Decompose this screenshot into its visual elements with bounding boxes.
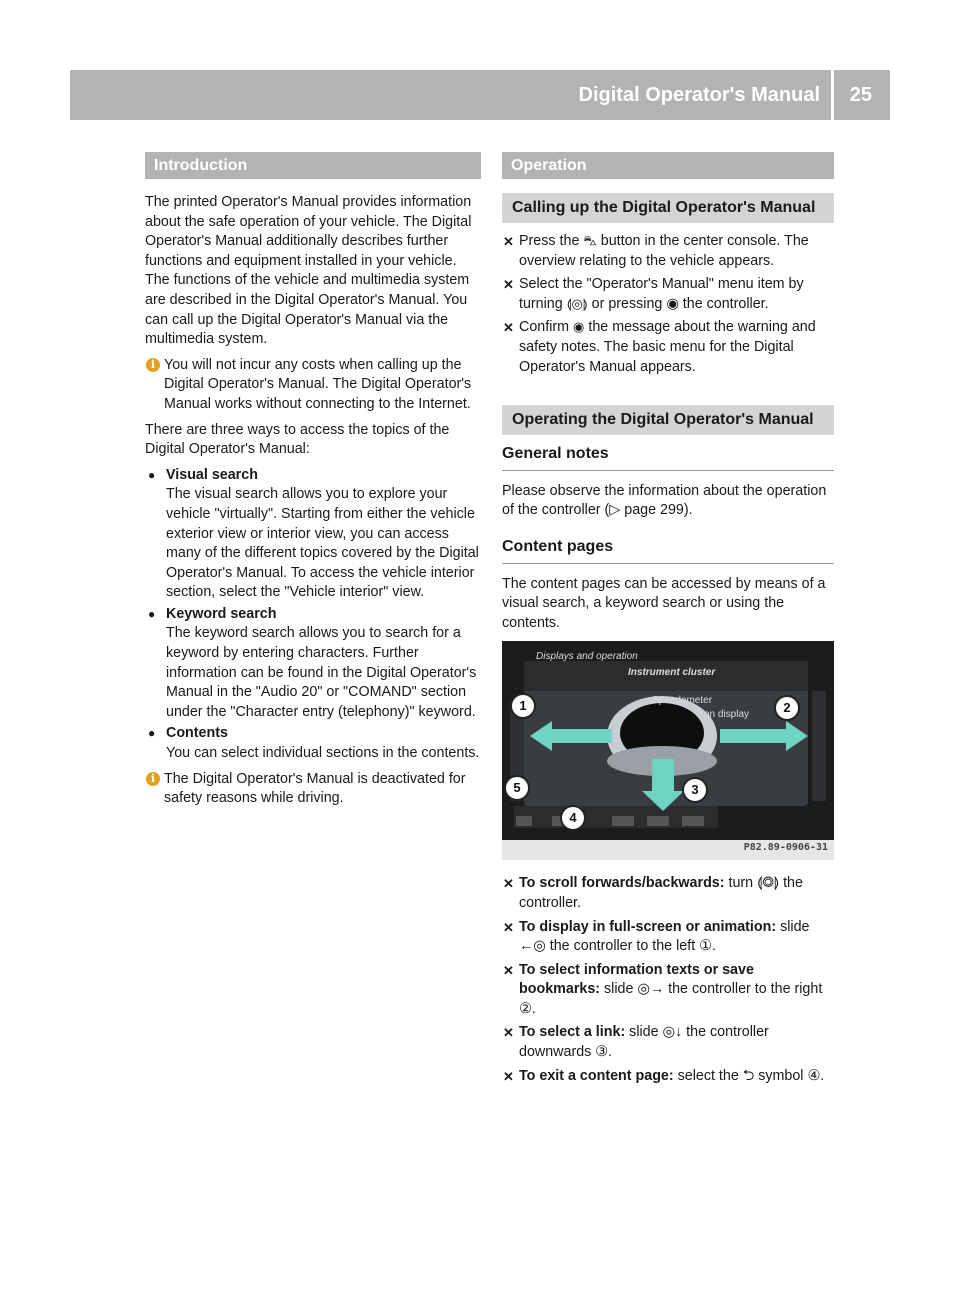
- bullet-heading: Contents: [166, 725, 228, 742]
- instruction-step: [502, 275, 834, 314]
- step-arrow-icon: ✕: [503, 876, 514, 892]
- controller-figure: [502, 641, 834, 860]
- left-column: [145, 152, 481, 815]
- step-text: Confirm: [519, 319, 574, 336]
- step-arrow-icon: ✕: [503, 234, 514, 249]
- subsection-title-operating: Operating the Digital Operator's Manual: [502, 405, 834, 435]
- callout-3: 3: [682, 777, 708, 803]
- instruction-step: [502, 874, 834, 913]
- subsection-title-calling-up: Calling up the Digital Operator's Manual: [502, 193, 834, 223]
- instruction-step: [502, 918, 834, 957]
- figure-menu-item: Speedometer: [652, 695, 713, 707]
- access-ways-paragraph: There are three ways to access the topics of the Digital Operator's Manual:: [145, 421, 450, 458]
- bullet-text: The keyword search allows you to search for a keyword by entering characters. Further information can be found in the Digital Operator's Manual in the "Audio 20" or "COMAND" section under the "Character entry (telephony)" keyword.: [166, 625, 477, 720]
- step-arrow-icon: ✕: [503, 919, 514, 935]
- controller-press-icon: ◉: [573, 320, 585, 336]
- info-icon: i: [146, 772, 160, 786]
- content-pages-text: The content pages can be accessed by means of a visual search, a keyword search or using the contents.: [502, 575, 826, 631]
- header-separator: [831, 70, 834, 120]
- header-title: Digital Operator's Manual: [578, 84, 820, 106]
- list-item: [145, 466, 481, 603]
- bullet-text: The visual search allows you to explore your vehicle "virtually". Starting from either the vehicle exterior view or interior view, you can access many of the different topics covered by the Digital Operator's Manual. To access the vehicle interior section, select the "Vehicle interior" view.: [166, 486, 479, 601]
- list-item: [145, 724, 481, 763]
- intro-paragraph: The printed Operator's Manual provides information about the safe operation of your vehicle. The Digital Operator's Manual additionally describes further functions and equipment installed in your vehicle. The functions of the vehicle and multimedia system are described in the Digital Operator's Manual. You can call up the Digital Operator's Manual via the multimedia system.: [145, 194, 472, 348]
- bullet-heading: Visual search: [166, 466, 258, 483]
- heading-general-notes: General notes: [502, 444, 834, 471]
- bullet-heading: Keyword search: [166, 605, 277, 622]
- step-arrow-icon: ✕: [503, 277, 514, 293]
- info-icon: i: [146, 358, 160, 372]
- info-note-text: The Digital Operator's Manual is deactivated for safety reasons while driving.: [164, 770, 466, 807]
- general-notes-text: Please observe the information about the operation of the controller (▷ page 299).: [502, 482, 827, 519]
- step-text: turn ⟬◎⟭ the controller.: [519, 875, 803, 911]
- bullet-icon: ●: [148, 467, 156, 482]
- instruction-step: [502, 318, 834, 377]
- heading-content-pages: Content pages: [502, 537, 834, 564]
- step-text: select the ⮌ symbol ④.: [673, 1067, 825, 1084]
- page-number: 25: [849, 84, 872, 106]
- list-item: [145, 605, 481, 723]
- step-text: slide ◎↓ the controller downwards ③.: [519, 1024, 769, 1061]
- step-text: Press the: [519, 233, 584, 249]
- step-text: the message about the warning and safety notes. The basic menu for the Digital Operator's Manual appears.: [519, 319, 816, 375]
- step-text: slide ◎→ the controller to the right ②.: [519, 981, 823, 1017]
- step-label: To exit a content page:: [519, 1067, 674, 1084]
- info-note: [145, 356, 481, 415]
- section-title-introduction: Introduction: [145, 152, 481, 179]
- controller-turn-icon: ⟬◎⟭: [566, 296, 588, 312]
- instruction-step: [502, 1023, 834, 1062]
- step-label: To display in full-screen or animation:: [519, 918, 777, 935]
- figure-code: P82.89-0906-31: [743, 841, 828, 853]
- step-text: button in the center console. The overview relating to the vehicle appears.: [519, 233, 809, 269]
- vehicle-button-icon: ⛍: [583, 234, 597, 249]
- right-column: [502, 152, 834, 1090]
- info-note: [145, 770, 481, 809]
- info-note-text: You will not incur any costs when calling up the Digital Operator's Manual. The Digital Operator's Manual works without connecting to the Internet.: [164, 356, 472, 412]
- figure-screen-title: Displays and operation: [536, 651, 638, 663]
- page-header: [70, 70, 890, 120]
- figure-menu-item: on display: [704, 709, 750, 721]
- step-label: To select a link:: [519, 1024, 626, 1041]
- step-label: To select information texts or save bookmarks:: [519, 961, 754, 998]
- bullet-text: You can select individual sections in the contents.: [166, 745, 480, 762]
- instruction-step: [502, 232, 834, 271]
- step-arrow-icon: ✕: [503, 1068, 514, 1084]
- step-arrow-icon: ✕: [503, 962, 514, 978]
- section-title-operation: Operation: [502, 152, 834, 179]
- instruction-step: [502, 1067, 834, 1087]
- bullet-icon: ●: [148, 606, 156, 621]
- bullet-icon: ●: [148, 726, 156, 741]
- callout-4: 4: [560, 805, 586, 831]
- step-arrow-icon: ✕: [503, 1025, 514, 1041]
- callout-1: 1: [510, 693, 536, 719]
- figure-screen-subtitle: Instrument cluster: [628, 667, 716, 679]
- step-text: slide ←◎ the controller to the left ①.: [519, 918, 810, 955]
- figure-code-strip: [502, 840, 834, 860]
- callout-5: 5: [504, 775, 530, 801]
- step-text: Select the "Operator's Manual" menu item by turning: [519, 276, 804, 312]
- step-label: To scroll forwards/backwards:: [519, 875, 725, 892]
- step-text: or pressing ◉ the controller.: [587, 295, 769, 312]
- step-arrow-icon: ✕: [503, 320, 514, 336]
- callout-2: 2: [774, 695, 800, 721]
- instruction-step: [502, 961, 834, 1020]
